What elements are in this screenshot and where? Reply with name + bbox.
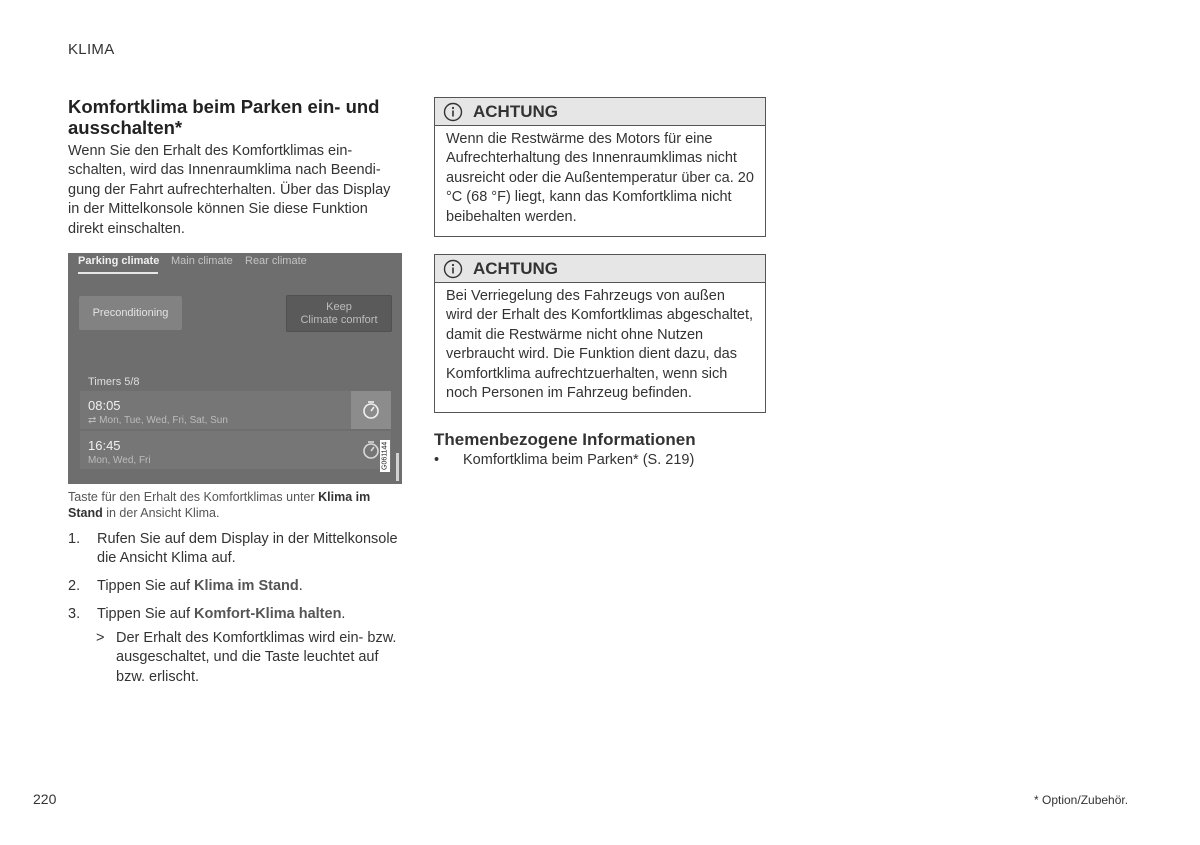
warning-header [435, 98, 765, 126]
footnote: * Option/Zubehör. [1034, 793, 1129, 807]
climate-screen-image [68, 253, 402, 484]
repeat-icon: ⇄ [88, 415, 100, 426]
ui-term: Klima im Stand [194, 578, 299, 594]
related-link-text[interactable]: Komfortklima beim Parken* (S. 219) [463, 452, 695, 468]
image-code: G061144 [381, 441, 389, 471]
timer-days: Mon, Wed, Fri [88, 455, 151, 466]
step-number: 2. [68, 578, 81, 594]
climate-comfort-label: Climate comfort [300, 313, 378, 326]
timer-time: 08:05 [88, 398, 121, 413]
warning-header [435, 255, 765, 283]
timer-row [80, 431, 391, 469]
step-number: 1. [68, 531, 81, 547]
active-tab-underline [78, 272, 158, 274]
step-text: Tippen Sie auf Klima im Stand. [97, 578, 303, 594]
warning-box [434, 97, 766, 237]
tab-rear-climate: Rear climate [245, 255, 307, 267]
tab-main-climate: Main climate [171, 255, 233, 267]
article-heading: Komfortklima beim Parken ein- und ausschalten* [68, 96, 380, 138]
intro-paragraph: Wenn Sie den Erhalt des Komfortklimas einschalten, wird das Innenraumklima nach Beendigung der Fahrt aufrechterhalten. Über das Display in der Mittelkonsole können Sie diese Funktion direkt einschalten. [68, 143, 391, 237]
step-3 [68, 605, 408, 624]
step-text: Tippen Sie auf Komfort-Klima halten. [97, 606, 346, 622]
result-text: Der Erhalt des Komfortklimas wird ein- bzw. ausgeschaltet, und die Taste leuchtet auf bzw. erlischt. [116, 630, 397, 685]
warning-text: Wenn die Restwärme des Motors für eine Aufrechterhaltung des Innenraumklimas nicht ausreicht oder die Außentemperatur über ca. 20 °C (68 °F) liegt, kann das Komfortklima nicht beibehalten werden. [446, 131, 754, 225]
ui-term: Komfort-Klima halten [194, 606, 342, 622]
section-title: KLIMA [68, 41, 115, 58]
warning-box [434, 254, 766, 413]
timers-label: Timers 5/8 [88, 376, 140, 388]
step-number: 3. [68, 606, 81, 622]
related-link[interactable] [434, 451, 694, 470]
info-icon [443, 259, 463, 279]
warning-title: ACHTUNG [473, 258, 558, 278]
warning-title: ACHTUNG [473, 101, 558, 121]
preconditioning-button: Preconditioning [79, 296, 182, 330]
timer-clock-icon [351, 391, 391, 429]
keep-label: Keep [326, 300, 352, 313]
step-result [96, 629, 406, 687]
keep-climate-comfort-button [286, 295, 392, 332]
step-1 [68, 530, 408, 569]
timer-days: ⇄ Mon, Tue, Wed, Fri, Sat, Sun [88, 415, 228, 426]
related-info-title: Themenbezogene Informationen [434, 430, 696, 449]
screen-scrollbar [396, 453, 399, 481]
info-icon [443, 102, 463, 122]
warning-text: Bei Verriegelung des Fahrzeugs von außen wird der Erhalt des Komfortklimas abgeschaltet, damit die Restwärme nicht ohne Nutzen verbraucht wird. Die Funktion dient dazu, das Komfortklima aufrechtzuerhalten, wenn sich noch Personen im Fahrzeug befinden. [446, 288, 754, 402]
step-text: Rufen Sie auf dem Display in der Mittelkonsole die Ansicht Klima auf. [97, 531, 398, 567]
timer-time: 16:45 [88, 438, 121, 453]
step-2 [68, 577, 408, 596]
caption-bold: Klima im Stand [68, 490, 371, 520]
result-marker: > [96, 630, 105, 646]
timer-row [80, 391, 391, 429]
bullet: • [434, 452, 440, 468]
tab-parking-climate: Parking climate [78, 255, 160, 267]
image-caption: Taste für den Erhalt des Komfortklimas unter Klima im Stand in der Ansicht Klima. [68, 490, 371, 520]
page-number: 220 [33, 791, 57, 807]
